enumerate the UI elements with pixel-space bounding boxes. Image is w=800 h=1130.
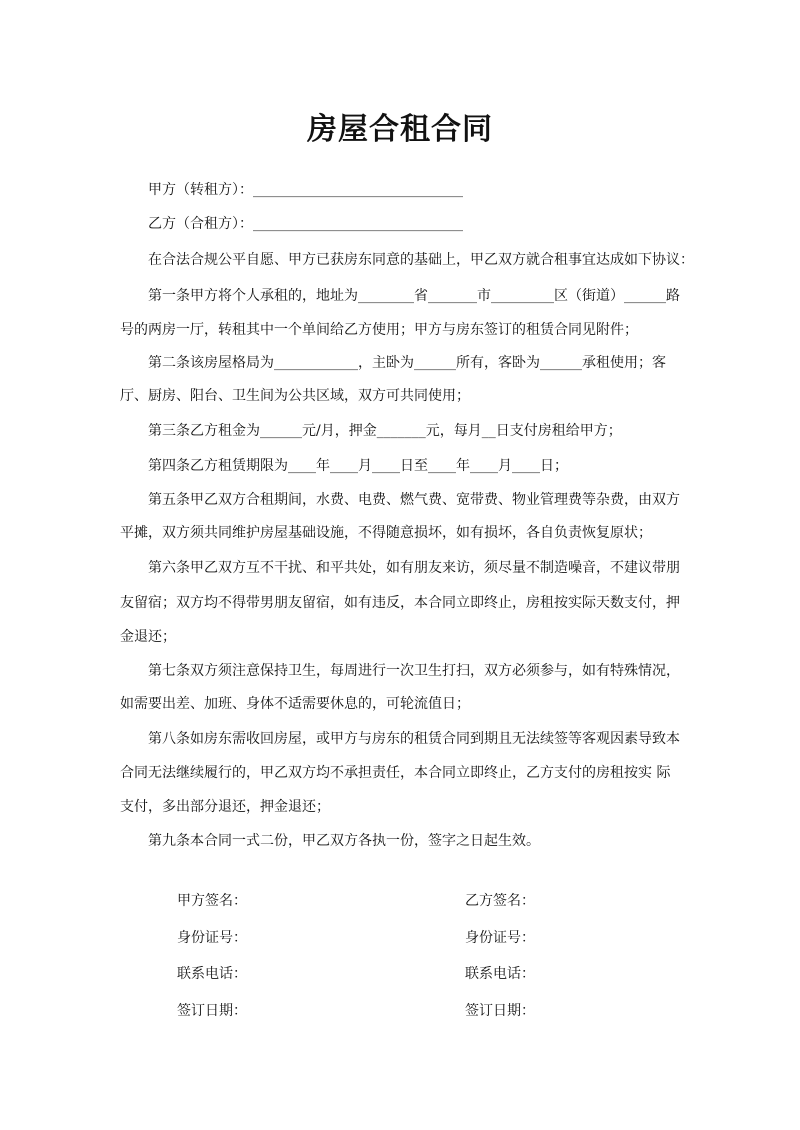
party-a-date-label: 签订日期： <box>177 1003 247 1019</box>
party-a-phone-label: 联系电话： <box>177 966 247 982</box>
article-5-line-1: 第五条甲乙双方合租期间，水费、电费、燃气费、宽带费、物业管理费等杂费，由双方 <box>148 492 680 508</box>
party-a-id-label: 身份证号： <box>177 930 247 946</box>
article-7-line-1: 第七条双方须注意保持卫生，每周进行一次卫生打扫，双方必须参与，如有特殊情况， <box>148 663 680 679</box>
article-8-line-3: 支付，多出部分退还，押金退还； <box>120 799 330 815</box>
article-2-line-1: 第二条该房屋格局为____________，主卧为______所有，客卧为______承租使用；客 <box>148 355 666 371</box>
article-6-line-3: 金退还； <box>120 629 176 645</box>
party-a-line: 甲方（转租方）：______________________________ <box>148 182 463 198</box>
party-b-date-label: 签订日期： <box>465 1003 535 1019</box>
article-9: 第九条本合同一式二份，甲乙双方各执一份，签字之日起生效。 <box>148 833 540 849</box>
article-2-line-2: 厅、厨房、阳台、卫生间为公共区域，双方可共同使用； <box>120 388 470 404</box>
article-7-line-2: 如需要出差、加班、身体不适需要休息的，可轮流值日； <box>120 696 470 712</box>
article-5-line-2: 平摊，双方须共同维护房屋基础设施，不得随意损坏，如有损坏，各自负责恢复原状； <box>120 525 652 541</box>
article-8-line-1: 第八条如房东需收回房屋，或甲方与房东的租赁合同到期且无法续签等客观因素导致本 <box>148 731 680 747</box>
party-b-id-label: 身份证号： <box>465 930 535 946</box>
article-6-line-2: 友留宿；双方均不得带男朋友留宿，如有违反，本合同立即终止，房租按实际天数支付，押 <box>120 595 680 611</box>
intro-paragraph: 在合法合规公平自愿、甲方已获房东同意的基础上，甲乙双方就合租事宜达成如下协议： <box>148 252 694 268</box>
article-1-line-2: 号的两房一厅，转租其中一个单间给乙方使用；甲方与房东签订的租赁合同见附件； <box>120 322 638 338</box>
party-b-line: 乙方（合租方）：______________________________ <box>148 216 463 232</box>
party-a-signature-label: 甲方签名： <box>177 893 247 909</box>
article-8-line-2: 合同无法继续履行的，甲乙双方均不承担责任，本合同立即终止，乙方支付的房租按实 际 <box>120 765 671 781</box>
article-1-line-1: 第一条甲方将个人承租的，地址为________省_______市_________区（街道）______路 <box>148 288 680 304</box>
party-b-signature-label: 乙方签名： <box>465 893 535 909</box>
page-title: 房屋合租合同 <box>307 112 493 147</box>
article-6-line-1: 第六条甲乙双方互不干扰、和平共处，如有朋友来访，须尽量不制造噪音，不建议带朋 <box>148 560 680 576</box>
article-4: 第四条乙方租赁期限为____年____月____日至____年____月____日； <box>148 458 568 474</box>
party-b-phone-label: 联系电话： <box>465 966 535 982</box>
article-3: 第三条乙方租金为______元/月，押金_______元，每月__日支付房租给甲方； <box>148 423 622 439</box>
